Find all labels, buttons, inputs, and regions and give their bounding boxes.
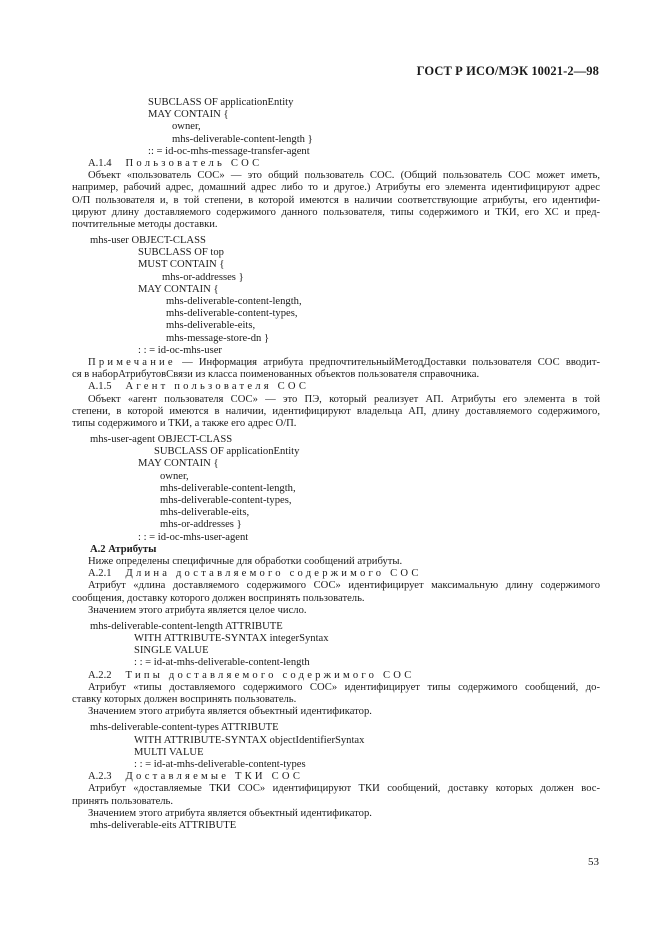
text-line: Атрибут «типы доставляемого содержимого СОС» идентифицирует типы содержимого сообщений, до- xyxy=(88,681,600,693)
note-text: — Информация атрибута предпочтительныйМетодДоставки пользователя СОС вводит- xyxy=(175,356,600,368)
text-line: цируют длину доставляемого содержимого данного пользователя, типы содержимого и ТКИ, его ХС и пред- xyxy=(72,206,600,218)
text-line: : : = id-at-mhs-deliverable-content-types xyxy=(134,758,306,770)
text-line: mhs-deliverable-content-length, xyxy=(166,296,302,307)
text-line: например, рабочий адрес, домашний адрес либо то и другое.) Атрибуты его элемента идентифицируют адрес xyxy=(72,182,600,194)
text-line: MUST CONTAIN { xyxy=(138,259,225,271)
text-line xyxy=(72,771,600,783)
text-line: A.2 Атрибуты xyxy=(90,543,157,555)
text-line: сообщения, доставку которого должен воспринять пользователь. xyxy=(72,592,365,604)
text-line: почтительные методы доставки. xyxy=(72,218,218,230)
section-title: Пользователь СОС xyxy=(125,157,263,169)
section-title: Длина доставляемого содержимого СОС xyxy=(125,568,422,580)
text-line: принять пользователь. xyxy=(72,795,174,807)
text-line: mhs-deliverable-content-length } xyxy=(172,133,313,145)
text-line: ся в наборАтрибутовСвязи из класса поименованных объектов пользователя справочника. xyxy=(72,369,480,381)
text-line: WITH ATTRIBUTE-SYNTAX integerSyntax xyxy=(134,633,329,645)
section-title: Агент пользователя СОС xyxy=(125,381,310,393)
text-line: Значением этого атрибута является объектный идентификатор. xyxy=(88,706,372,718)
text-line: Значением этого атрибута является целое число. xyxy=(88,604,307,616)
text-line: mhs-deliverable-content-length ATTRIBUTE xyxy=(90,620,283,632)
text-line: mhs-deliverable-content-length, xyxy=(160,482,296,494)
page-number: 53 xyxy=(588,856,599,868)
text-line: mhs-or-addresses } xyxy=(162,271,244,283)
text-line: : : = id-oc-mhs-user-agent xyxy=(138,531,249,543)
text-line xyxy=(72,158,600,170)
text-line: степени, в которой имеются в наличии, идентифицируют владельца АП, длину доставляемого содержимого, xyxy=(72,405,600,417)
text-line: owner, xyxy=(172,121,201,133)
text-line: SUBCLASS OF applicationEntity xyxy=(154,446,300,458)
text-line xyxy=(72,568,600,580)
text-line: Атрибут «доставляемые ТКИ СОС» идентифицируют ТКИ сообщений, доставку которых должен вос- xyxy=(88,783,600,795)
text-line: mhs-user OBJECT-CLASS xyxy=(90,235,206,247)
text-line xyxy=(72,381,600,393)
text-line: WITH ATTRIBUTE-SYNTAX objectIdentifierSyntax xyxy=(134,734,365,746)
section-number: A.1.5 xyxy=(88,381,112,393)
section-title: Типы доставляемого содержимого СОС xyxy=(125,669,415,681)
note-label: Примечание xyxy=(88,356,176,368)
text-line: SUBCLASS OF applicationEntity xyxy=(148,97,294,108)
text-line: MAY CONTAIN { xyxy=(138,283,219,295)
text-line: mhs-deliverable-content-types ATTRIBUTE xyxy=(90,722,279,734)
text-line: SINGLE VALUE xyxy=(134,645,209,657)
text-line: MAY CONTAIN { xyxy=(148,109,229,121)
text-line xyxy=(72,357,600,369)
text-line: Объект «пользователь СОС» — это общий пользователь СОС. (Общий пользователь СОС может иметь, xyxy=(88,170,600,182)
text-line: Ниже определены специфичные для обработки сообщений атрибуты. xyxy=(88,555,403,567)
text-line: mhs-deliverable-content-types, xyxy=(160,495,292,506)
text-line: mhs-or-addresses } xyxy=(160,519,242,531)
text-line: Объект «агент пользователя СОС» — это ПЭ, который реализует АП. Атрибуты его элемента в той xyxy=(88,393,600,405)
standard-header: ГОСТ Р ИСО/МЭК 10021-2—98 xyxy=(416,64,599,78)
section-title: Доставляемые ТКИ СОС xyxy=(125,771,304,783)
text-line xyxy=(72,670,600,682)
text-line: :: = id-oc-mhs-message-transfer-agent xyxy=(148,145,310,157)
section-number: A.2.1 xyxy=(88,568,112,580)
section-number: A.1.4 xyxy=(88,157,112,169)
text-line: Значением этого атрибута является объектный идентификатор. xyxy=(88,807,372,819)
section-number: A.2.2 xyxy=(88,669,112,681)
text-line: mhs-deliverable-eits ATTRIBUTE xyxy=(90,819,237,831)
text-line: mhs-user-agent OBJECT-CLASS xyxy=(90,434,233,446)
text-line: MULTI VALUE xyxy=(134,746,204,758)
text-line: SUBCLASS OF top xyxy=(138,247,224,259)
text-line: mhs-message-store-dn } xyxy=(166,332,270,344)
text-line: типы содержимого и ТКИ, а также его адрес О/П. xyxy=(72,417,297,429)
text-line: : : = id-at-mhs-deliverable-content-length xyxy=(134,657,310,669)
text-line: mhs-deliverable-content-types, xyxy=(166,308,298,320)
text-line: owner, xyxy=(160,470,189,482)
section-number: A.2.3 xyxy=(88,771,112,783)
text-line: MAY CONTAIN { xyxy=(138,458,219,470)
text-line: Атрибут «длина доставляемого содержимого СОС» идентифицирует максимальную длину содержимого xyxy=(88,580,600,592)
text-line: О/П пользователя и, в той степени, в которой имеются в наличии соответствующие атрибуты, его идентифи- xyxy=(72,194,600,206)
text-line: ставку которых должен воспринять пользователь. xyxy=(72,694,297,705)
text-line: mhs-deliverable-eits, xyxy=(166,320,256,332)
document-body xyxy=(72,97,600,832)
text-line: mhs-deliverable-eits, xyxy=(160,507,250,519)
text-line: : : = id-oc-mhs-user xyxy=(138,344,222,356)
